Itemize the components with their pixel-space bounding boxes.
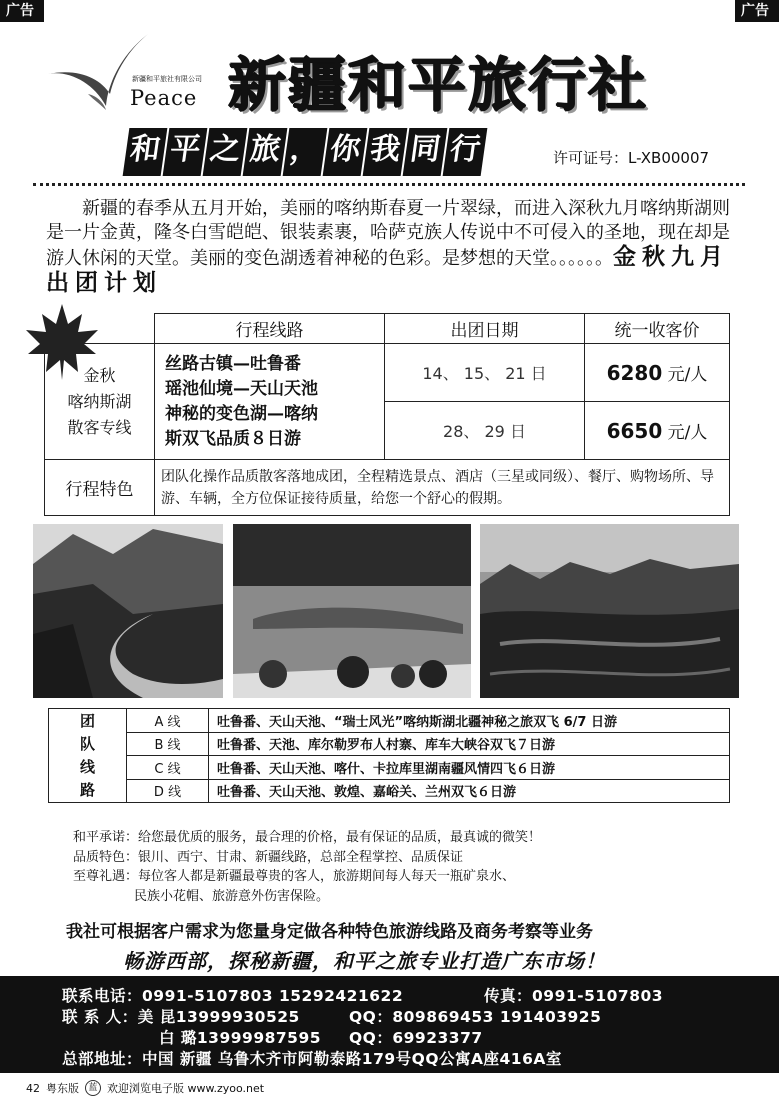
contact-panel	[0, 976, 779, 1073]
line-text: 吐鲁番、天山天池、喀什、卡拉库里湖南疆风情四飞６日游	[209, 756, 730, 780]
line-code: D 线	[127, 779, 209, 803]
date-cell: 14、 15、 21 日	[385, 344, 585, 402]
price-cell	[585, 402, 730, 460]
page-title: 新疆和平旅行社	[228, 51, 649, 119]
slogan-char: 平	[163, 128, 208, 176]
contact-fax: 传真：0991-5107803	[484, 987, 664, 1005]
group-route-table	[48, 708, 730, 803]
line-text: 吐鲁番、天池、库尔勒罗布人村寨、库车大峡谷双飞７日游	[209, 732, 730, 756]
category-line: 散客专线	[67, 417, 132, 437]
slogan-char: 旅	[243, 128, 288, 176]
website-text[interactable]: 欢迎浏览电子版 www.zyoo.net	[107, 1082, 265, 1095]
tour-table	[44, 313, 730, 516]
colorful-hills-photo	[480, 524, 739, 698]
plan-heading: 金秋九月出团计划	[46, 244, 729, 296]
route-cell	[155, 344, 385, 460]
slogan-char: 同	[403, 128, 448, 176]
price-cell	[585, 344, 730, 402]
line-code: A 线	[127, 709, 209, 733]
group-label-char: 线	[79, 757, 95, 776]
promise-line: 民族小花帽、旅游意外伤害保险。	[134, 888, 330, 904]
license-number: 许可证号：L-XB00007	[553, 149, 710, 167]
price-value: 6280	[606, 361, 663, 385]
intro-paragraph	[46, 197, 746, 297]
group-label-char: 队	[79, 734, 95, 753]
slogan-char: 之	[203, 128, 248, 176]
logo-word: Peace	[130, 86, 198, 110]
ad-tag-right: 广告	[735, 0, 779, 22]
group-label-char: 团	[79, 711, 95, 730]
category-line: 金秋	[83, 365, 116, 385]
route-line: 瑶池仙境—天山天池	[165, 378, 318, 399]
contact-person-2: 白 璐13999987595	[159, 1029, 322, 1047]
group-label	[49, 709, 127, 803]
route-line: 丝路古镇—吐鲁番	[165, 353, 301, 374]
slogan-char: 你	[323, 128, 368, 176]
price-unit: 元/人	[667, 423, 708, 443]
marketing-slogan: 畅游西部，探秘新疆，和平之旅专业打造广东市场！	[123, 949, 606, 973]
promise-line: 至尊礼遇：每位客人都是新疆最尊贵的客人，旅游期间每人每天一瓶矿泉水、	[73, 869, 516, 884]
line-text: 吐鲁番、天山天池、敦煌、嘉峪关、兰州双飞６日游	[209, 779, 730, 803]
category-cell	[45, 344, 155, 460]
page-number: 42	[26, 1081, 40, 1095]
contact-qq-2: QQ：69923377	[349, 1029, 483, 1047]
date-cell: 28、 29 日	[385, 402, 585, 460]
mountain-river-photo	[33, 524, 223, 698]
promise-line: 品质特色：银川、西宁、甘肃、新疆线路，总部全程掌控、品质保证	[73, 849, 464, 865]
company-logo	[48, 34, 213, 114]
promise-block	[73, 828, 541, 906]
header-date: 出团日期	[385, 314, 585, 344]
feature-label: 行程特色	[45, 460, 155, 516]
ad-tag-left: 广告	[0, 0, 44, 22]
slogan-char: ，	[283, 128, 328, 176]
edition-badge-icon: 蓝	[85, 1080, 101, 1096]
price-unit: 元/人	[667, 365, 708, 385]
line-code: B 线	[127, 732, 209, 756]
feature-text: 团队化操作品质散客落地成团，全程精选景点、酒店（三星或同级）、餐厅、购物场所、导游、车辆，全方位保证接待质量，给您一个舒心的假期。	[155, 460, 730, 516]
logo-company-text: 新疆和平旅社有限公司	[132, 75, 202, 83]
edition-label: 粤东版	[46, 1082, 79, 1095]
lake-photo	[233, 524, 471, 698]
category-line: 喀纳斯湖	[67, 391, 132, 411]
route-line: 斯双飞品质８日游	[165, 428, 301, 449]
dotted-divider	[33, 183, 745, 186]
slogan-char: 我	[363, 128, 408, 176]
promise-line: 和平承诺：给您最优质的服务，最合理的价格，最有保证的品质，最真诚的微笑！	[73, 830, 542, 845]
header-price: 统一收客价	[585, 314, 730, 344]
line-code: C 线	[127, 756, 209, 780]
page-footer	[26, 1080, 264, 1096]
contact-phone: 联系电话：0991-5107803 15292421622	[62, 987, 404, 1005]
price-value: 6650	[606, 419, 663, 443]
line-text: 吐鲁番、天山天池、“瑞士风光”喀纳斯湖北疆神秘之旅双飞 6/7 日游	[209, 709, 730, 733]
group-label-char: 路	[79, 780, 95, 799]
intro-text: 新疆的春季从五月开始，美丽的喀纳斯春夏一片翠绿，而进入深秋九月喀纳斯湖则是一片金黄，隆冬白雪皑皑、银装素裹，哈萨克族人传说中不可侵入的圣地，现在却是游人休闲的天堂。美丽的变色湖透着神秘的色彩。是梦想的天堂。。。。。。	[46, 198, 730, 269]
slogan-char: 行	[443, 128, 488, 176]
header-route: 行程线路	[155, 314, 385, 344]
contact-qq-1: QQ：809869453 191403925	[349, 1008, 602, 1026]
custom-service-text: 我社可根据客户需求为您量身定做各种特色旅游线路及商务考察等业务	[66, 922, 593, 942]
contact-person-1: 联 系 人：美 昆13999930525	[62, 1008, 300, 1026]
route-line: 神秘的变色湖—喀纳	[165, 403, 318, 424]
slogan-char: 和	[123, 128, 168, 176]
contact-address: 总部地址：中国 新疆 乌鲁木齐市阿勒泰路179号QQ公寓A座416A室	[62, 1050, 562, 1068]
slogan-banner	[126, 128, 486, 176]
